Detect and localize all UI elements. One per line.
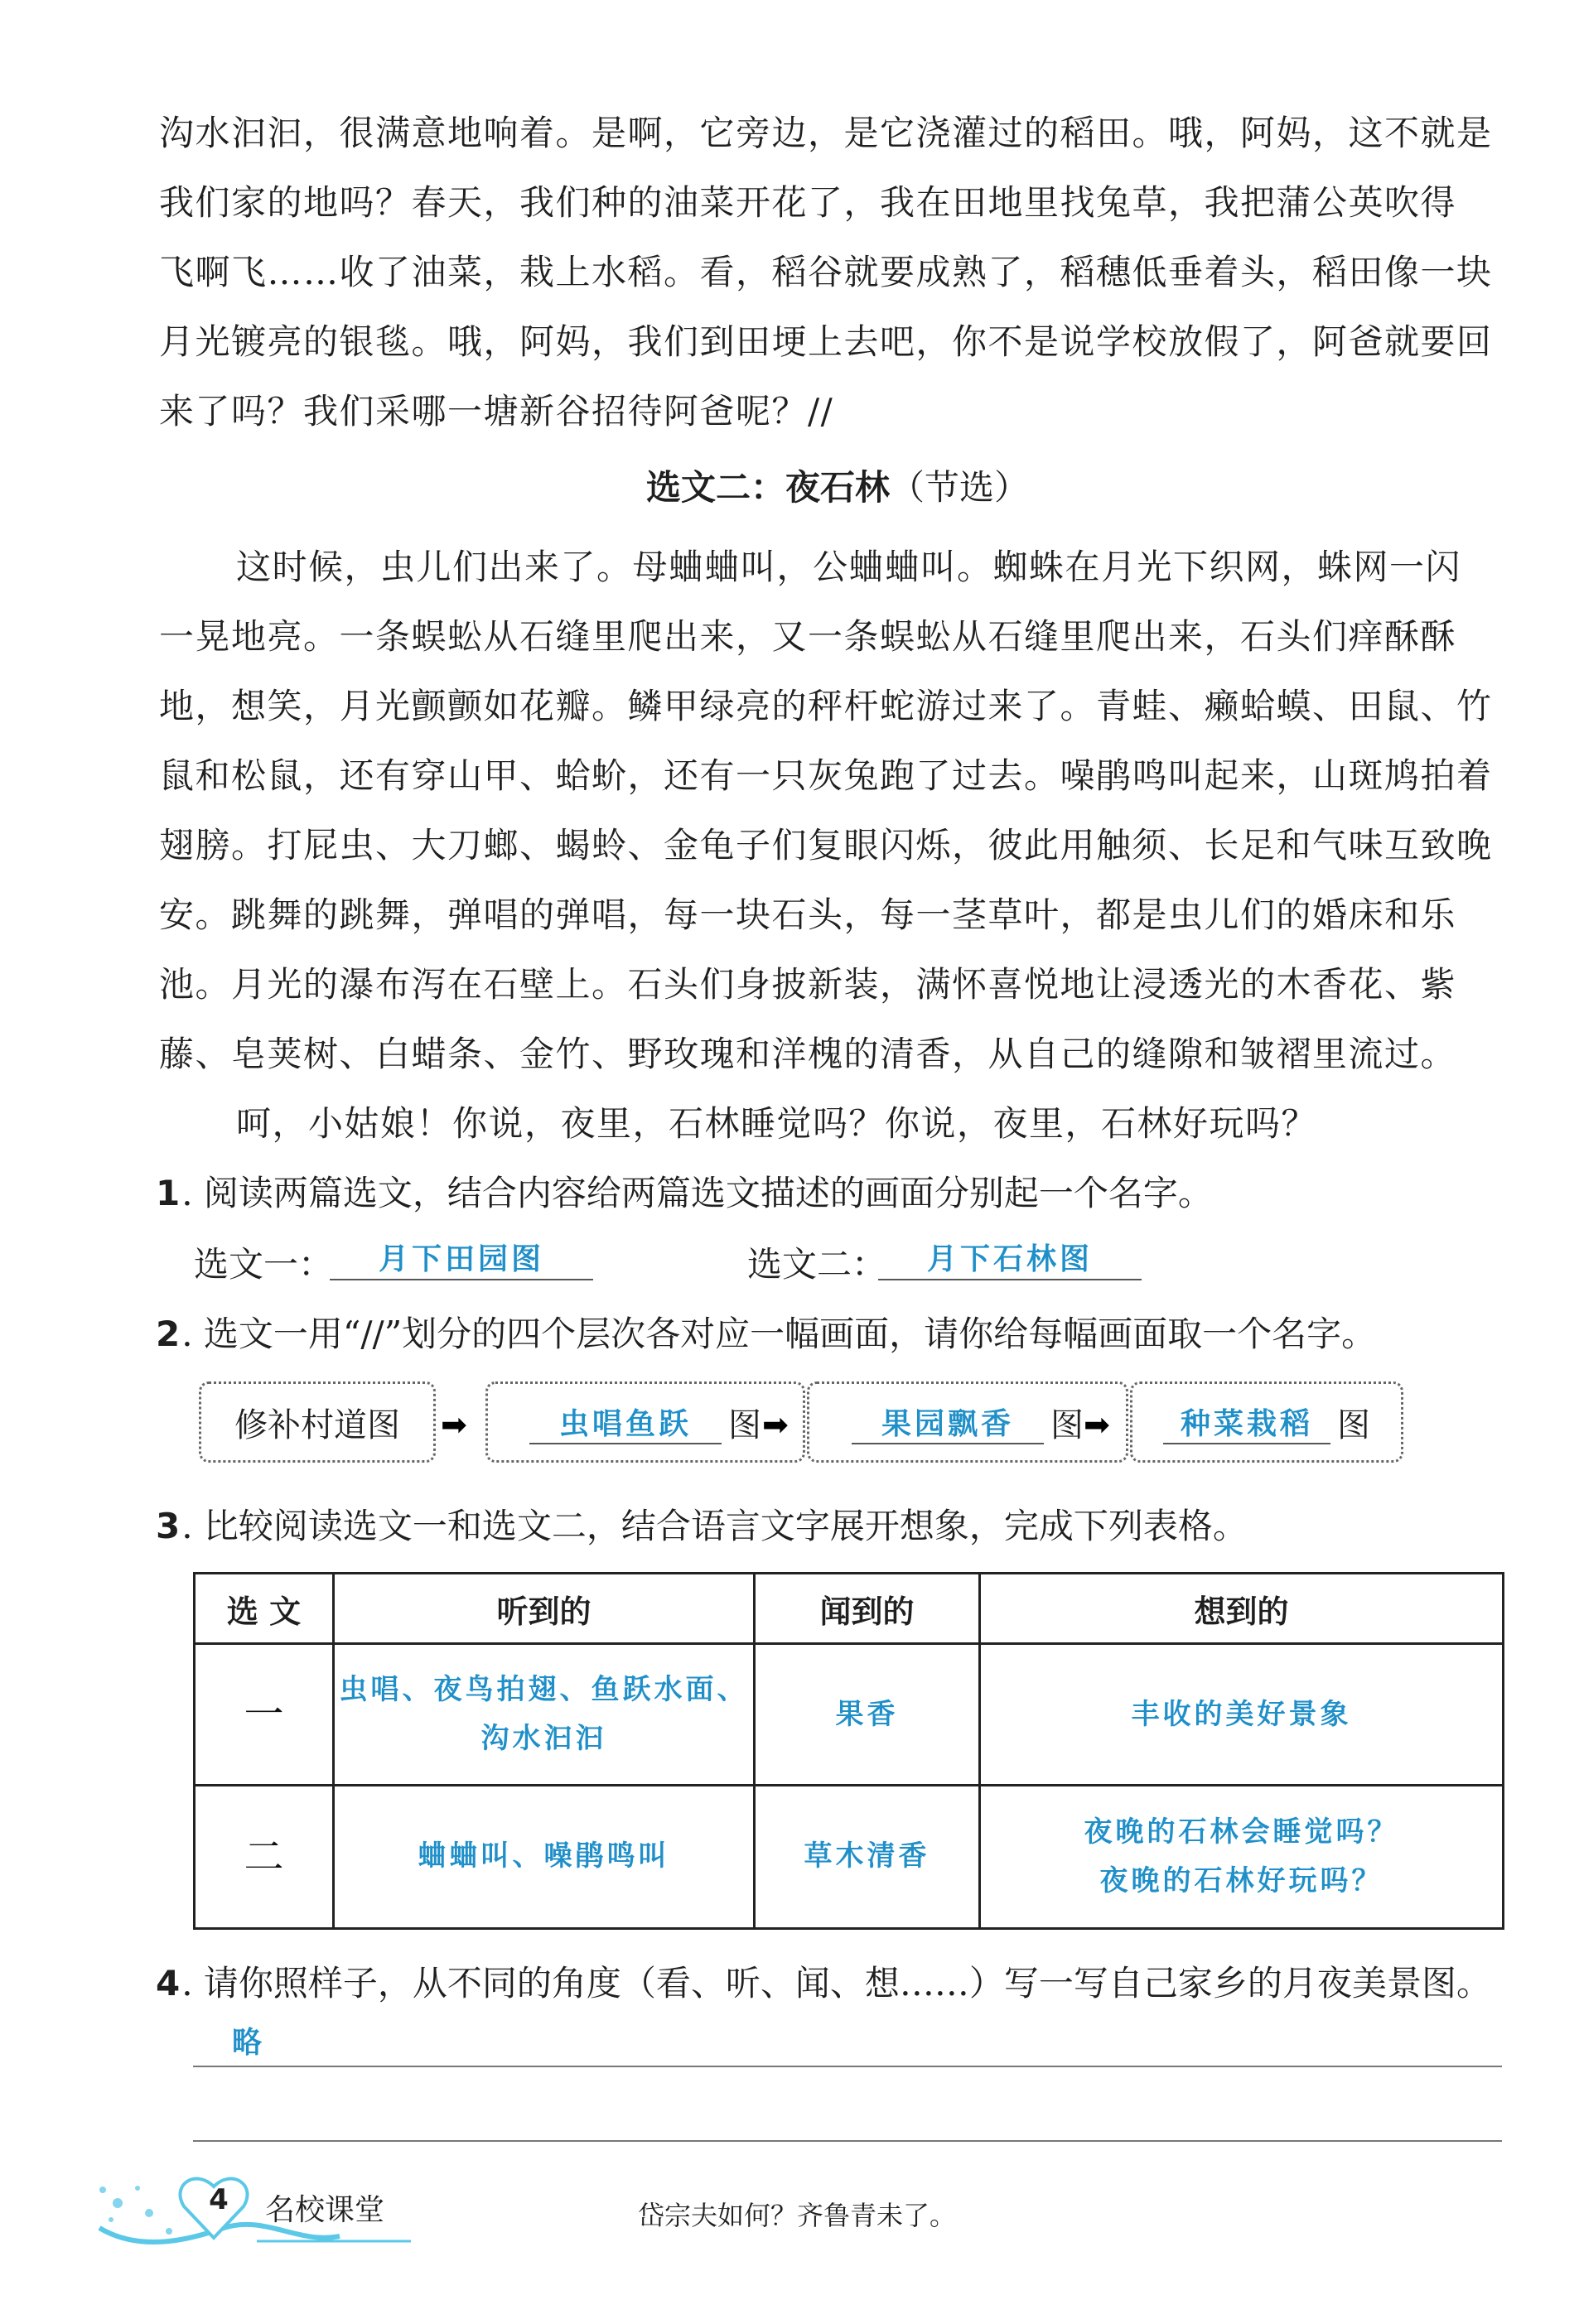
heard-line-1: 虫唱、夜鸟拍翅、鱼跃水面、 bbox=[339, 1672, 749, 1706]
passage2-line-5: 翅膀。打屁虫、大刀螂、蝎蛉、金龟子们复眼闪烁，彼此用触须、长足和气味互致晚 bbox=[159, 825, 1493, 865]
arrow-icon: ➡ bbox=[1084, 1406, 1110, 1443]
scene-suffix-3: 图 bbox=[1050, 1405, 1084, 1444]
arrow-icon: ➡ bbox=[762, 1406, 789, 1443]
scene-box-1 bbox=[199, 1381, 436, 1463]
table-row bbox=[195, 1644, 1504, 1786]
passage1-line-4: 月光镀亮的银毯。哦，阿妈，我们到田埂上去吧，你不是说学校放假了，阿爸就要回 bbox=[159, 321, 1493, 362]
scene-box-3 bbox=[807, 1381, 1128, 1463]
question-3-number: 3 bbox=[156, 1506, 181, 1546]
question-4 bbox=[156, 1956, 1491, 2006]
passage2-line-6: 安。跳舞的跳舞，弹唱的弹唱，每一块石头，每一茎草叶，都是虫儿们的婚床和乐 bbox=[159, 894, 1457, 935]
scene-answer-2[interactable]: 虫唱鱼跃 bbox=[529, 1401, 722, 1444]
page-number: 4 bbox=[209, 2183, 229, 2216]
passage2-line-9: 呵，小姑娘！你说，夜里，石林睡觉吗？你说，夜里，石林好玩吗？ bbox=[236, 1103, 1318, 1144]
question-4-number: 4 bbox=[156, 1963, 181, 2003]
scene-box-2 bbox=[485, 1381, 805, 1463]
passage2-title-text: 选文二：夜石林 bbox=[646, 467, 891, 508]
table-header-cell: 选 文 bbox=[195, 1574, 334, 1644]
table-cell-thought[interactable] bbox=[980, 1786, 1504, 1929]
writing-line-1[interactable] bbox=[193, 2066, 1502, 2067]
passage2-line-7: 池。月光的瀑布泻在石壁上。石头们身披新装，满怀喜悦地让浸透光的木香花、紫 bbox=[159, 964, 1457, 1005]
passage2-line-1: 这时候，虫儿们出来了。母蛐蛐叫，公蛐蛐叫。蜘蛛在月光下织网，蛛网一闪 bbox=[236, 547, 1462, 587]
q1-label-2: 选文二： bbox=[747, 1244, 887, 1285]
table-cell-smelled[interactable]: 果香 bbox=[755, 1644, 980, 1786]
question-3-text: . 比较阅读选文一和选文二，结合语言文字展开想象，完成下列表格。 bbox=[181, 1506, 1248, 1546]
scene-answer-3[interactable]: 果园飘香 bbox=[852, 1401, 1044, 1444]
table-cell-smelled[interactable]: 草木清香 bbox=[755, 1786, 980, 1929]
footer-quote: 岱宗夫如何？齐鲁青未了。 bbox=[638, 2200, 957, 2231]
table-cell-heard[interactable]: 蛐蛐叫、噪鹃鸣叫 bbox=[334, 1786, 755, 1929]
passage2-line-4: 鼠和松鼠，还有穿山甲、蛤蚧，还有一只灰兔跑了过去。噪鹃鸣叫起来，山斑鸠拍着 bbox=[159, 755, 1493, 796]
passage2-title bbox=[646, 460, 1029, 510]
table-cell-heard[interactable] bbox=[334, 1644, 755, 1786]
table-cell-thought[interactable]: 丰收的美好景象 bbox=[980, 1644, 1504, 1786]
q1-answer-2[interactable]: 月下石林图 bbox=[878, 1236, 1142, 1280]
passage1-line-1: 沟水汩汩，很满意地响着。是啊，它旁边，是它浇灌过的稻田。哦，阿妈，这不就是 bbox=[159, 113, 1493, 153]
thought-line-2: 夜晚的石林好玩吗？ bbox=[1099, 1864, 1383, 1898]
arrow-icon: ➡ bbox=[441, 1406, 467, 1443]
question-3 bbox=[156, 1499, 1248, 1549]
question-2 bbox=[156, 1307, 1376, 1357]
brand-name: 名校课堂 bbox=[265, 2193, 385, 2227]
question-4-text: . 请你照样子，从不同的角度（看、听、闻、想……）写一写自己家乡的月夜美景图。 bbox=[181, 1963, 1491, 2003]
question-1-number: 1 bbox=[156, 1173, 181, 1213]
writing-line-2[interactable] bbox=[193, 2140, 1502, 2142]
q4-answer[interactable]: 略 bbox=[232, 2026, 266, 2060]
thought-line-1: 夜晚的石林会睡觉吗？ bbox=[1084, 1815, 1399, 1849]
passage2-line-3: 地，想笑，月光颤颤如花瓣。鳞甲绿亮的秤杆蛇游过来了。青蛙、癞蛤蟆、田鼠、竹 bbox=[159, 686, 1493, 726]
comparison-table bbox=[193, 1572, 1504, 1930]
table-row bbox=[195, 1786, 1504, 1929]
q1-label-1: 选文一： bbox=[194, 1244, 334, 1285]
passage1-line-5: 来了吗？我们采哪一塘新谷招待阿爸呢？// bbox=[159, 391, 834, 432]
passage1-line-2: 我们家的地吗？春天，我们种的油菜开花了，我在田地里找兔草，我把蒲公英吹得 bbox=[159, 182, 1457, 223]
table-header-cell: 闻到的 bbox=[755, 1574, 980, 1644]
passage2-line-2: 一晃地亮。一条蜈蚣从石缝里爬出来，又一条蜈蚣从石缝里爬出来，石头们痒酥酥 bbox=[159, 616, 1457, 657]
question-1 bbox=[156, 1166, 1213, 1216]
scene-suffix-4: 图 bbox=[1337, 1405, 1370, 1444]
passage2-title-note: （节选） bbox=[890, 467, 1030, 508]
table-cell-selection: 一 bbox=[195, 1644, 334, 1786]
question-1-text: . 阅读两篇选文，结合内容给两篇选文描述的画面分别起一个名字。 bbox=[181, 1173, 1213, 1213]
scene-answer-4[interactable]: 种菜栽稻 bbox=[1163, 1401, 1330, 1444]
table-header-row bbox=[195, 1574, 1504, 1644]
table-cell-selection: 二 bbox=[195, 1786, 334, 1929]
question-2-number: 2 bbox=[156, 1314, 181, 1354]
question-2-text: . 选文一用“//”划分的四个层次各对应一幅画面，请你给每幅画面取一个名字。 bbox=[181, 1314, 1377, 1354]
table-header-cell: 想到的 bbox=[980, 1574, 1504, 1644]
scene-suffix-2: 图 bbox=[728, 1405, 761, 1444]
scene-box-1-text: 修补村道图 bbox=[234, 1405, 400, 1444]
table-header-cell: 听到的 bbox=[334, 1574, 755, 1644]
scene-box-4 bbox=[1130, 1381, 1403, 1463]
heard-line-2: 沟水汩汩 bbox=[480, 1722, 607, 1756]
passage2-line-8: 藤、皂荚树、白蜡条、金竹、野玫瑰和洋槐的清香，从自己的缝隙和皱褶里流过。 bbox=[159, 1034, 1457, 1074]
q1-answer-1[interactable]: 月下田园图 bbox=[330, 1236, 593, 1280]
bubble-icon bbox=[99, 2186, 172, 2235]
passage1-line-3: 飞啊飞……收了油菜，栽上水稻。看，稻谷就要成熟了，稻穗低垂着头，稻田像一块 bbox=[159, 252, 1493, 292]
